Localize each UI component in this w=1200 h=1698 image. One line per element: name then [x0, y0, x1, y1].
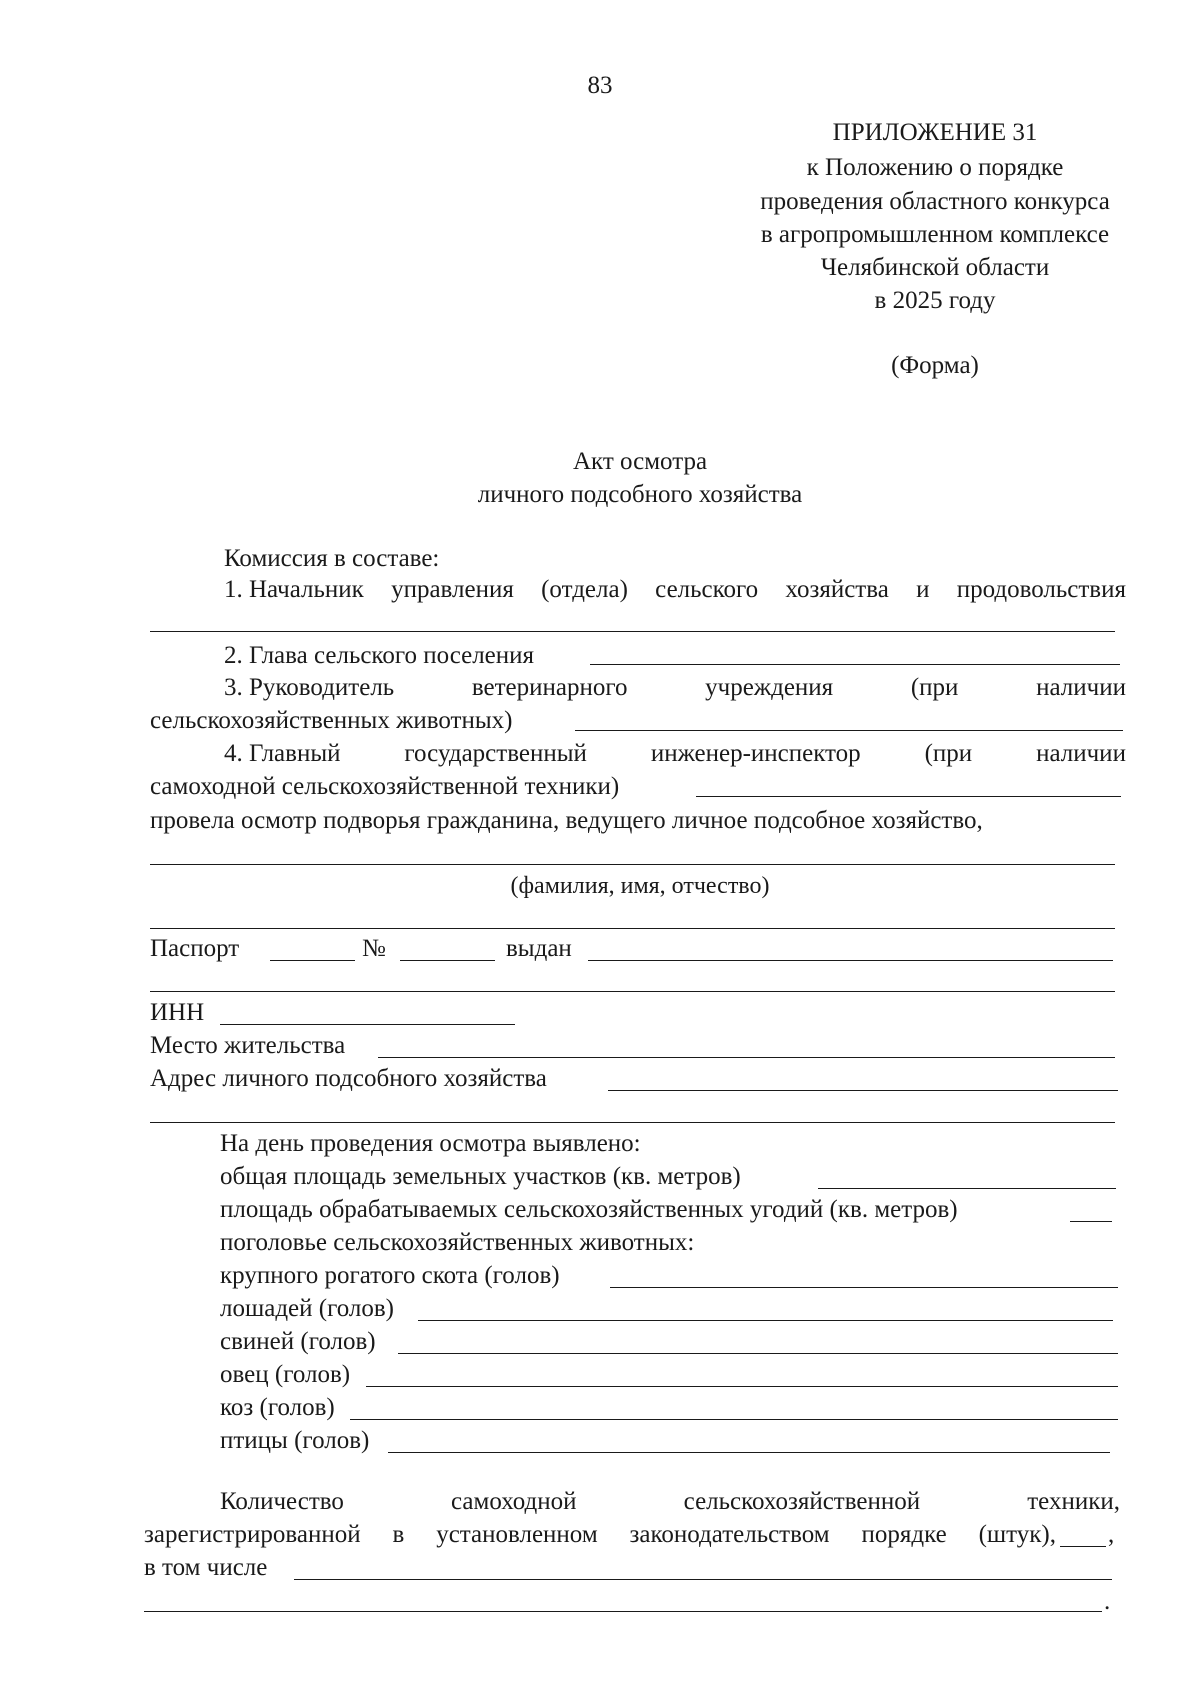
commission-member-2: 2. Глава сельского поселения — [224, 642, 535, 669]
farm-address-blank-2[interactable] — [150, 1122, 1115, 1123]
member-3-continuation: сельскохозяйственных животных) — [150, 707, 513, 734]
livestock-poultry-label: птицы (голов) — [220, 1427, 370, 1454]
member-4-blank[interactable] — [696, 796, 1121, 797]
machinery-including-blank-2[interactable] — [144, 1611, 1102, 1612]
fio-caption: (фамилия, имя, отчество) — [510, 873, 770, 899]
act-subtitle: личного подсобного хозяйства — [477, 481, 803, 508]
findings-intro: На день проведения осмотра выявлено: — [220, 1130, 641, 1157]
appendix-line: к Положению о порядке — [806, 154, 1064, 181]
total-area-blank[interactable] — [818, 1188, 1116, 1189]
final-period: . — [1104, 1588, 1111, 1615]
livestock-poultry-blank[interactable] — [388, 1452, 1110, 1453]
passport-blank-2[interactable] — [150, 991, 1115, 992]
livestock-intro: поголовье сельскохозяйственных животных: — [220, 1229, 695, 1256]
appendix-title: ПРИЛОЖЕНИЕ 31 — [832, 119, 1038, 146]
livestock-pigs-blank[interactable] — [398, 1353, 1118, 1354]
livestock-goats-blank[interactable] — [350, 1419, 1118, 1420]
residence-blank[interactable] — [378, 1057, 1115, 1058]
livestock-horses-label: лошадей (голов) — [220, 1295, 394, 1322]
farm-address-label: Адрес личного подсобного хозяйства — [150, 1065, 547, 1092]
passport-number-blank[interactable] — [400, 960, 495, 961]
livestock-sheep-blank[interactable] — [366, 1386, 1118, 1387]
appendix-line: в 2025 году — [874, 287, 996, 314]
appendix-line: проведения областного конкурса — [760, 188, 1110, 215]
livestock-goats-label: коз (голов) — [220, 1394, 335, 1421]
fio-blank-2[interactable] — [150, 928, 1115, 929]
commission-member-4: 4. Главный государственный инженер-инспектор (при наличии — [224, 740, 1126, 767]
machinery-count-blank[interactable] — [1060, 1546, 1106, 1547]
fio-blank[interactable] — [150, 864, 1115, 865]
page-number: 83 — [587, 72, 613, 99]
farm-address-blank[interactable] — [608, 1090, 1118, 1091]
commission-intro: Комиссия в составе: — [224, 545, 440, 572]
machinery-including-blank[interactable] — [294, 1579, 1112, 1580]
passport-issued-blank[interactable] — [588, 960, 1113, 961]
appendix-line: в агропромышленном комплексе — [760, 221, 1110, 248]
residence-label: Место жительства — [150, 1032, 346, 1059]
livestock-pigs-label: свиней (голов) — [220, 1328, 376, 1355]
livestock-horses-blank[interactable] — [418, 1320, 1113, 1321]
machinery-comma: , — [1108, 1521, 1115, 1548]
act-title: Акт осмотра — [572, 448, 708, 475]
inn-label: ИНН — [150, 999, 205, 1026]
passport-issued-label: выдан — [506, 935, 572, 962]
livestock-sheep-label: овец (голов) — [220, 1361, 351, 1388]
machinery-line-2: зарегистрированной в установленном законодательством порядке (штук), — [144, 1521, 1056, 1548]
member-3-blank[interactable] — [575, 730, 1123, 731]
total-area-label: общая площадь земельных участков (кв. метров) — [220, 1163, 741, 1190]
commission-member-3: 3. Руководитель ветеринарного учреждения (при наличии — [224, 674, 1126, 701]
appendix-line: Челябинской области — [820, 254, 1050, 281]
member-2-blank[interactable] — [590, 664, 1120, 665]
cultivated-area-label: площадь обрабатываемых сельскохозяйственных угодий (кв. метров) — [220, 1196, 958, 1223]
inn-blank[interactable] — [220, 1024, 515, 1025]
livestock-cattle-blank[interactable] — [610, 1287, 1118, 1288]
cultivated-area-blank[interactable] — [1070, 1221, 1112, 1222]
commission-member-1: 1. Начальник управления (отдела) сельского хозяйства и продовольствия — [224, 576, 1126, 603]
passport-series-blank[interactable] — [270, 960, 355, 961]
livestock-cattle-label: крупного рогатого скота (голов) — [220, 1262, 560, 1289]
form-label: (Форма) — [891, 352, 979, 379]
passport-number-sign: № — [362, 935, 386, 962]
inspection-statement: провела осмотр подворья гражданина, ведущего личное подсобное хозяйство, — [150, 807, 983, 834]
machinery-line-1: Количество самоходной сельскохозяйственной техники, — [220, 1488, 1120, 1515]
passport-label: Паспорт — [150, 935, 240, 962]
machinery-including-label: в том числе — [144, 1554, 268, 1581]
member-4-continuation: самоходной сельскохозяйственной техники) — [150, 773, 620, 800]
member-1-blank[interactable] — [150, 631, 1115, 632]
